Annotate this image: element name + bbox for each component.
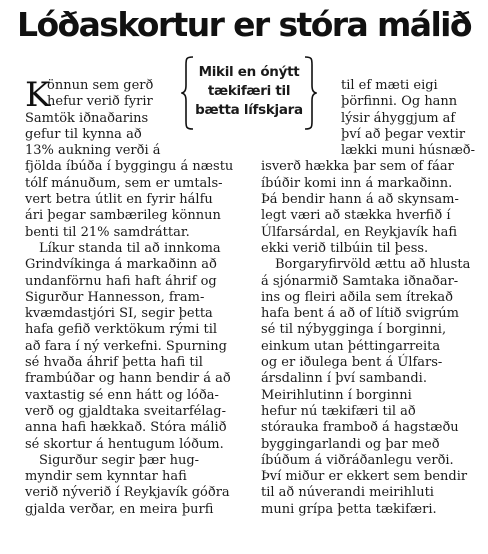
article-headline: Lóðaskortur er stóra málið <box>17 5 471 44</box>
text-line: vert betra útlit en fyrir hálfu <box>25 192 213 208</box>
text-line: ársdalinn í því sambandi. <box>261 371 427 387</box>
text-line: og er iðulega bent á Úlfars- <box>261 355 443 371</box>
pull-quote-line: bætta lífskjara <box>195 102 303 118</box>
text-line: Meirihlutinn í borginni <box>261 387 412 403</box>
pull-quote <box>183 55 315 131</box>
text-line: hafa bent á að of lítið svigrúm <box>261 306 459 322</box>
text-line: hefur nú tækifæri til að <box>261 403 416 419</box>
text-line: 13% aukning verði á <box>25 143 161 159</box>
right-brace-icon <box>303 55 317 131</box>
text-line: vaxtastig sé enn hátt og lóða- <box>25 387 219 403</box>
text-line: íbúðum á viðráðanlegu verði. <box>261 452 454 468</box>
pull-quote-line: Mikil en ónýtt <box>198 64 300 80</box>
text-line: benti til 21% samdráttar. <box>25 224 190 240</box>
article-column-left <box>25 75 245 518</box>
text-line: Samtök iðnaðarins <box>25 110 149 126</box>
text-line: verið nýverið í Reykjavík góðra <box>25 485 230 501</box>
drop-cap: K <box>25 75 51 115</box>
text-line: Sigurður segir þær hug- <box>39 452 200 468</box>
text-line: myndir sem kynntar hafi <box>25 469 187 485</box>
text-line: muni grípa þetta tækifæri. <box>261 501 437 517</box>
text-line: einkum utan þéttingarreita <box>261 338 441 354</box>
text-line: Borgaryfirvöld ættu að hlusta <box>275 257 471 273</box>
text-line: tólf mánuðum, sem er umtals- <box>25 175 223 191</box>
text-line: Sigurður Hannesson, fram- <box>25 289 205 305</box>
text-line: ekki verið tilbúin til þess. <box>261 240 429 256</box>
text-line: byggingarlandi og þar með <box>261 436 440 452</box>
text-line: legt væri að stækka hverfið í <box>261 208 451 224</box>
text-line: að fara í ný verkefni. Spurning <box>25 338 227 354</box>
pull-quote-line: tækifæri til <box>207 83 291 99</box>
text-line: sé hvaða áhrif þetta hafi til <box>25 355 203 371</box>
text-line: þörfinni. Og hann <box>341 94 458 110</box>
text-line: íbúðir komi inn á markaðinn. <box>261 175 453 191</box>
text-line: stórauka framboð á hagstæðu <box>261 420 459 436</box>
text-line: Því miður er ekkert sem bendir <box>261 469 468 485</box>
text-line: ins og fleiri aðila sem ítrekað <box>261 289 453 305</box>
text-line: frambúðar og hann bendir á að <box>25 371 231 387</box>
text-line: ári þegar sambærileg könnun <box>25 208 221 224</box>
text-line: undanförnu hafi haft áhrif og <box>25 273 217 289</box>
text-line: Úlfarsárdal, en Reykjavík hafi <box>261 224 458 240</box>
text-line: til að núverandi meirihluti <box>261 485 434 501</box>
text-line: Líkur standa til að innkoma <box>39 240 221 256</box>
text-line: fjölda íbúða í byggingu á næstu <box>25 159 234 175</box>
text-line: isverð hækka þar sem of fáar <box>261 159 454 175</box>
text-line: sé skortur á hentugum lóðum. <box>25 436 224 452</box>
text-line: verð og gjaldtaka sveitarfélag- <box>25 403 226 419</box>
text-line: gefur til kynna að <box>25 126 142 142</box>
text-line: Grindvíkinga á markaðinn að <box>25 257 217 273</box>
text-line: sé til nýbygginga í borginni, <box>261 322 447 338</box>
text-line: önnun sem gerð <box>47 78 154 93</box>
text-line: Þá bendir hann á að skynsam- <box>261 192 459 208</box>
text-line: lýsir áhyggjum af <box>341 110 456 126</box>
text-line: gjalda verðar, en meira þurfi <box>25 501 214 517</box>
text-line: til ef mæti eigi <box>341 78 438 93</box>
text-line: kvæmdastjóri SI, segir þetta <box>25 306 213 322</box>
text-line: því að þegar vextir <box>341 126 466 142</box>
text-line: hafa gefið verktökum rými til <box>25 322 218 338</box>
text-line: anna hafi hækkað. Stóra málið <box>25 420 227 436</box>
text-line: lækki muni húsnæð- <box>341 143 476 159</box>
text-line: hefur verið fyrir <box>47 94 153 110</box>
article-column-right <box>261 78 475 518</box>
left-brace-icon <box>181 55 195 131</box>
text-line: á sjónarmið Samtaka iðnaðar- <box>261 273 459 289</box>
